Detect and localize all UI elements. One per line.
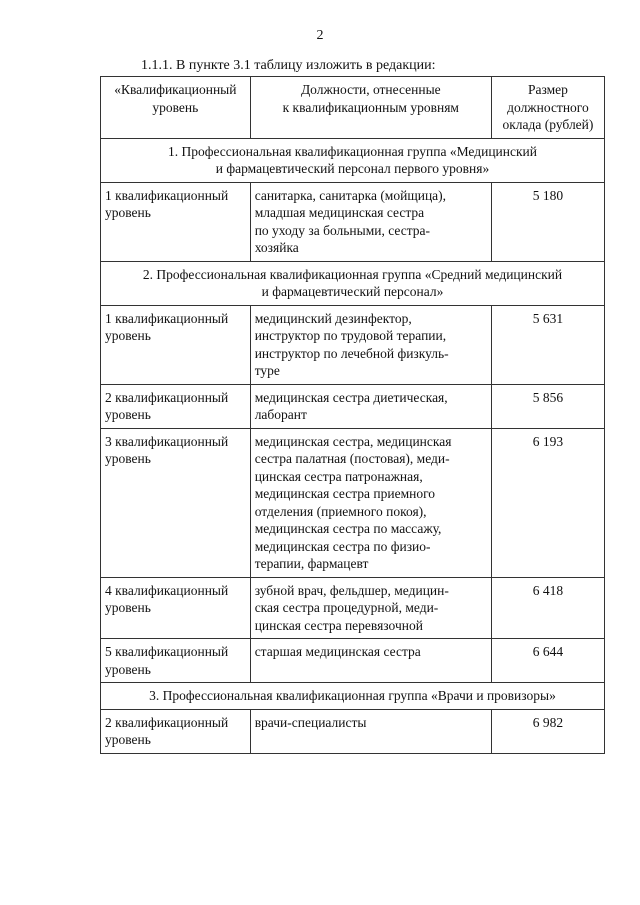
table-row (101, 428, 605, 577)
group-title: 3. Профессиональная квалификационная группа «Врачи и провизоры» (101, 683, 605, 710)
header-salary: Размер должностного оклада (рублей) (491, 77, 604, 139)
salary-cell: 6 418 (491, 577, 604, 639)
level-cell: 3 квалификационный уровень (101, 428, 251, 577)
level-cell: 1 квалификационный уровень (101, 305, 251, 384)
table-row (101, 709, 605, 753)
group-title-row (101, 138, 605, 182)
table-row (101, 182, 605, 261)
positions-cell: санитарка, санитарка (мойщица), младшая медицинская сестра по уходу за больными, сестра- хозяйка (250, 182, 491, 261)
salary-table-body (101, 77, 605, 754)
salary-cell: 6 982 (491, 709, 604, 753)
group-title-row (101, 683, 605, 710)
positions-cell: медицинская сестра диетическая, лаборант (250, 384, 491, 428)
positions-cell: врачи-специалисты (250, 709, 491, 753)
positions-cell: медицинская сестра, медицинская сестра палатная (постовая), меди- цинская сестра патронажная, медицинская сестра приемного отделения (приемного покоя), медицинская сестра по массажу, медицинская сестра по физио- терапии, фармацевт (250, 428, 491, 577)
level-cell: 2 квалификационный уровень (101, 384, 251, 428)
header-positions: Должности, отнесенные к квалификационным уровням (250, 77, 491, 139)
table-row (101, 305, 605, 384)
salary-cell: 5 180 (491, 182, 604, 261)
group-title: 2. Профессиональная квалификационная группа «Средний медицинский и фармацевтический персонал» (101, 261, 605, 305)
salary-cell: 6 193 (491, 428, 604, 577)
level-cell: 4 квалификационный уровень (101, 577, 251, 639)
salary-cell: 5 631 (491, 305, 604, 384)
header-level: «Квалификационный уровень (101, 77, 251, 139)
positions-cell: старшая медицинская сестра (250, 639, 491, 683)
table-row (101, 384, 605, 428)
page-number: 2 (316, 28, 324, 43)
table-row (101, 577, 605, 639)
salary-table (100, 76, 605, 754)
level-cell: 1 квалификационный уровень (101, 182, 251, 261)
positions-cell: зубной врач, фельдшер, медицин- ская сестра процедурной, меди- цинская сестра перевязочной (250, 577, 491, 639)
positions-cell: медицинский дезинфектор, инструктор по трудовой терапии, инструктор по лечебной физкуль- туре (250, 305, 491, 384)
salary-cell: 6 644 (491, 639, 604, 683)
table-header-row (101, 77, 605, 139)
level-cell: 5 квалификационный уровень (101, 639, 251, 683)
salary-cell: 5 856 (491, 384, 604, 428)
table-row (101, 639, 605, 683)
level-cell: 2 квалификационный уровень (101, 709, 251, 753)
group-title: 1. Профессиональная квалификационная группа «Медицинский и фармацевтический персонал первого уровня» (101, 138, 605, 182)
group-title-row (101, 261, 605, 305)
intro-text: 1.1.1. В пункте 3.1 таблицу изложить в редакции: (141, 58, 436, 73)
